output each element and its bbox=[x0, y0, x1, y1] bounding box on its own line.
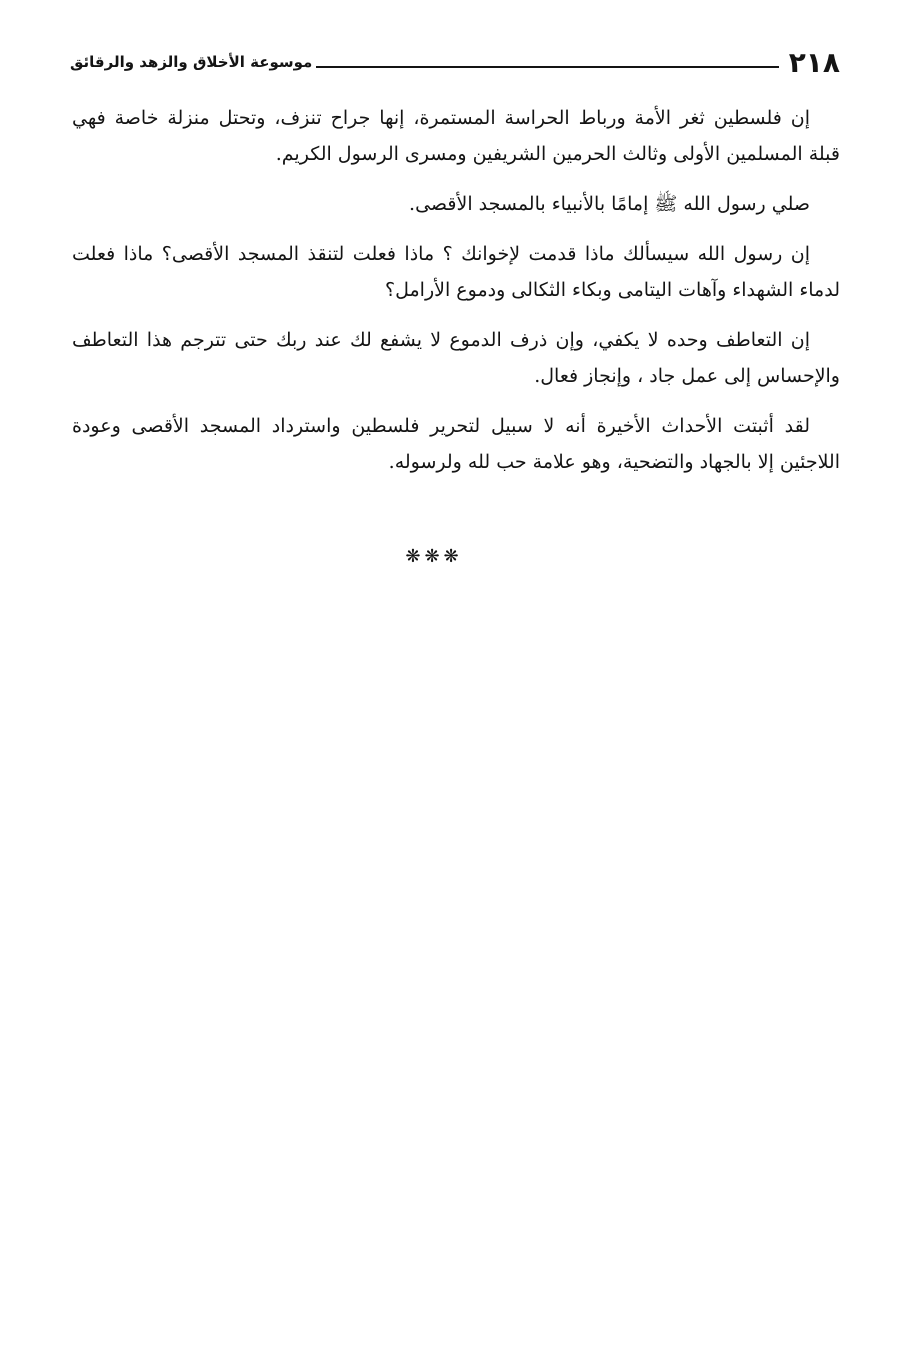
paragraph-4: إن التعاطف وحده لا يكفي، وإن ذرف الدموع لا يشفع لك عند ربك حتى تترجم هذا التعاطف والإحساس إلى عمل جاد ، وإنجاز فعال. bbox=[72, 329, 840, 387]
paragraph-2: صلي رسول الله ﷺ إمامًا بالأنبياء بالمسجد الأقصى. bbox=[409, 193, 810, 215]
page-header bbox=[70, 42, 840, 82]
section-separator: ❋❋❋ bbox=[405, 546, 463, 567]
header-rule bbox=[316, 66, 778, 68]
running-title: موسوعة الأخلاق والزهد والرقائق bbox=[70, 53, 313, 71]
paragraph-5: لقد أثبتت الأحداث الأخيرة أنه لا سبيل لتحرير فلسطين واسترداد المسجد الأقصى وعودة اللاجئين إلا بالجهاد والتضحية، وهو علامة حب لله ولرسوله. bbox=[72, 415, 840, 473]
body-text bbox=[72, 100, 840, 494]
page-number: ٢١٨ bbox=[788, 45, 840, 79]
paragraph-3: إن رسول الله سيسألك ماذا قدمت لإخوانك ؟ ماذا فعلت لتنقذ المسجد الأقصى؟ ماذا فعلت لدماء الشهداء وآهات اليتامى وبكاء الثكالى ودموع الأرامل؟ bbox=[72, 243, 840, 301]
paragraph-1: إن فلسطين ثغر الأمة ورباط الحراسة المستمرة، إنها جراح تنزف، وتحتل منزلة خاصة فهي قبلة المسلمين الأولى وثالث الحرمين الشريفين ومسرى الرسول الكريم. bbox=[72, 107, 840, 165]
